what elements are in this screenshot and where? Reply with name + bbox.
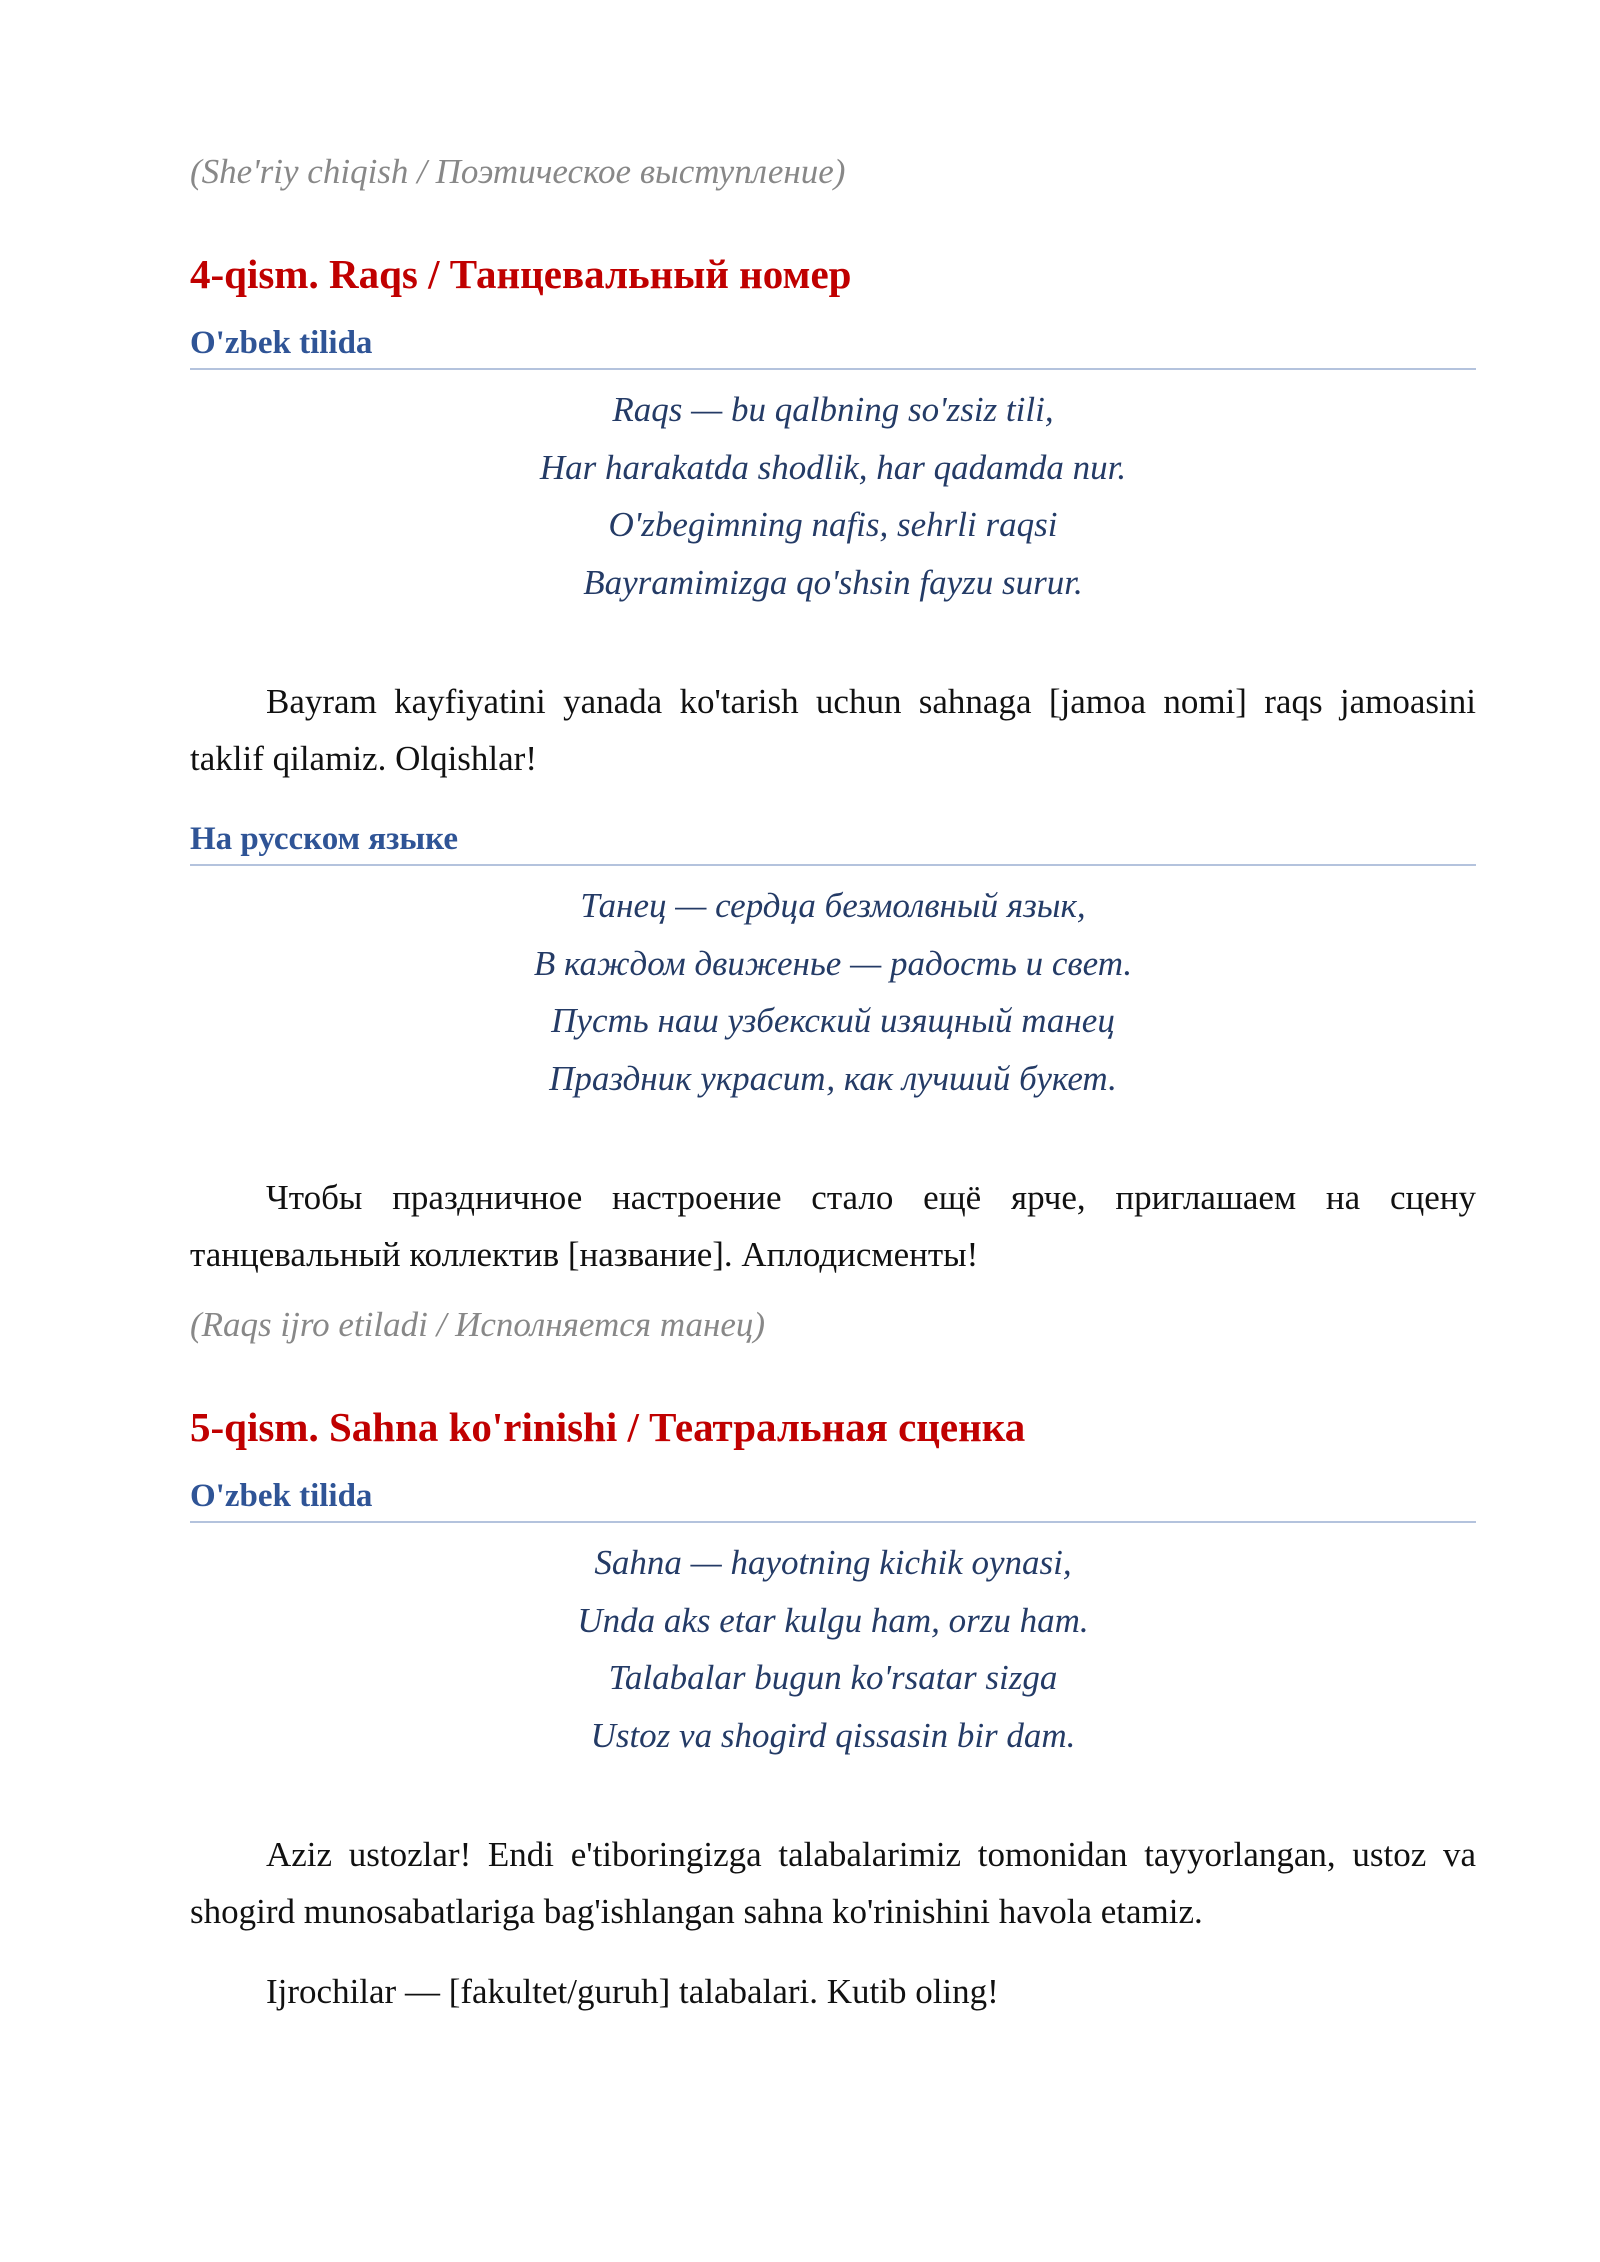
part4-russian-paragraph: Чтобы праздничное настроение стало ещё ярче, приглашаем на сцену танцевальный коллектив [название]. Аплодисменты! xyxy=(190,1178,1476,1274)
part4-russian-heading: На русском языке xyxy=(190,820,1476,866)
part4-title: 4-qism. Raqs / Танцевальный номер xyxy=(190,251,852,297)
part4-uzbek-paragraph: Bayram kayfiyatini yanada ko'tarish uchun sahnaga [jamoa nomi] raqs jamoasini taklif qilamiz. Olqishlar! xyxy=(190,682,1476,778)
stage-direction-dance: (Raqs ijro etiladi / Исполняется танец) xyxy=(190,1305,766,1344)
poem-line: O'zbegimning nafis, sehrli raqsi xyxy=(608,505,1058,544)
part5-uzbek-paragraph-2: Ijrochilar — [fakultet/guruh] talabalari. Kutib oling! xyxy=(266,1972,999,2011)
poem-line: Танец — сердца безмолвный язык, xyxy=(580,886,1086,925)
part4-uzbek-heading: O'zbek tilida xyxy=(190,324,1476,370)
part5-uzbek-heading: O'zbek tilida xyxy=(190,1477,1476,1523)
poem-line: Sahna — hayotning kichik oynasi, xyxy=(594,1543,1072,1582)
poem-line: В каждом движенье — радость и свет. xyxy=(533,943,1133,983)
poem-line: Пусть наш узбекский изящный танец xyxy=(551,1001,1115,1040)
part5-uzbek-poem xyxy=(190,1534,1476,1764)
poem-line: Unda aks etar kulgu ham, orzu ham. xyxy=(577,1600,1089,1640)
part4-uzbek-poem xyxy=(190,381,1476,611)
poem-line: Ustoz va shogird qissasin bir dam. xyxy=(590,1715,1076,1755)
part5-uzbek-paragraph-1: Aziz ustozlar! Endi e'tiboringizga talabalarimiz tomonidan tayyorlangan, ustoz va shogird munosabatlariga bag'ishlangan sahna ko'rinishini havola etamiz. xyxy=(190,1835,1476,1931)
poem-line: Talabalar bugun ko'rsatar sizga xyxy=(608,1658,1058,1697)
part5-title: 5-qism. Sahna ko'rinishi / Театральная сценка xyxy=(190,1404,1026,1450)
poem-line: Праздник украсит, как лучший букет. xyxy=(549,1058,1117,1098)
poem-line: Har harakatda shodlik, har qadamda nur. xyxy=(539,447,1127,487)
poem-line: Bayramimizga qo'shsin fayzu surur. xyxy=(583,562,1083,602)
stage-direction-poetic: (She'riy chiqish / Поэтическое выступление) xyxy=(190,152,846,191)
part4-russian-poem xyxy=(190,877,1476,1107)
poem-line: Raqs — bu qalbning so'zsiz tili, xyxy=(612,390,1054,429)
